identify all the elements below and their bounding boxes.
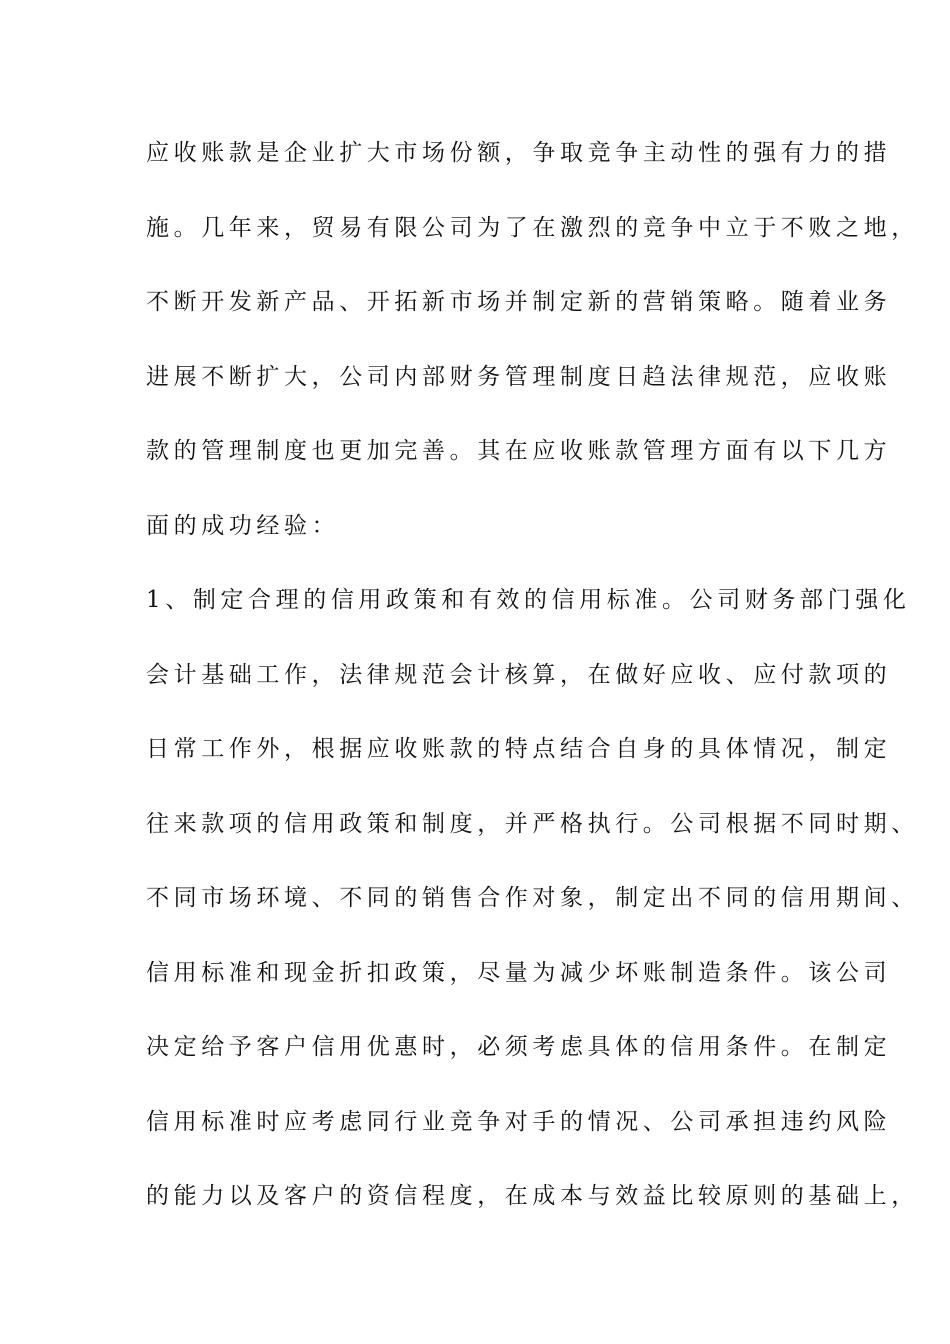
text-line: 日常工作外，根据应收账款的特点结合自身的具体情况，制定 [146,736,892,762]
text-line: 进展不断扩大，公司内部财务管理制度日趋法律规范，应收账 [146,363,892,390]
text-line: 款的管理制度也更加完善。其在应收账款管理方面有以下几方 [146,438,892,464]
text-line: 信用标准时应考虑同行业竞争对手的情况、公司承担违约风险 [146,1108,892,1135]
body-text [146,130,919,1248]
numbered-item-line: 1、制定合理的信用政策和有效的信用标准。公司财务部门强化 [146,587,911,613]
text-line: 信用标准和现金折扣政策，尽量为减少坏账制造条件。该公司 [146,959,892,986]
text-line: 决定给予客户信用优惠时，必须考虑具体的信用条件。在制定 [146,1034,892,1060]
text-line: 不同市场环境、不同的销售合作对象，制定出不同的信用期间、 [146,885,919,911]
text-line: 往来款项的信用政策和制度，并严格执行。公司根据不同时期、 [146,810,919,837]
text-line: 应收账款是企业扩大市场份额，争取竞争主动性的强有力的措 [146,140,892,166]
text-line: 会计基础工作，法律规范会计核算，在做好应收、应付款项的 [146,661,892,688]
text-line: 的能力以及客户的资信程度，在成本与效益比较原则的基础上， [146,1183,919,1209]
text-line: 面的成功经验： [146,512,340,539]
text-line: 施。几年来，贸易有限公司为了在激烈的竞争中立于不败之地， [146,214,919,241]
text-line: 不断开发新产品、开拓新市场并制定新的营销策略。随着业务 [146,289,892,315]
